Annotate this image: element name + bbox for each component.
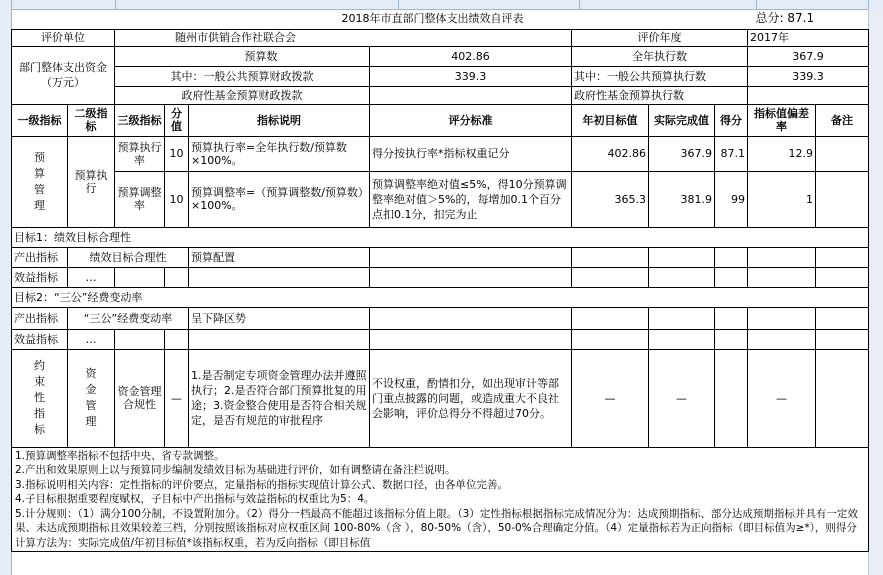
constraint-desc: 1.是否制定专项资金管理办法并遵照执行；2.是否符合部门预算批复的用途；3.资金整合使用是否符合相关规定，是否有规范的审批程序 [189, 349, 370, 447]
cell [748, 329, 816, 349]
ind2-target: 365.3 [572, 171, 649, 227]
exec-label: 全年执行数 [572, 46, 748, 66]
dept-budget-label: 部门整体支出资金（万元） [12, 46, 115, 104]
notes-block [12, 447, 869, 552]
general-budget-label: 其中：一般公共预算财政拨款 [115, 66, 370, 86]
ind2-remark [816, 171, 869, 227]
ind2-deviation: 1 [748, 171, 816, 227]
goal1-output-name: 绩效目标合理性 [68, 247, 189, 267]
column-header[interactable] [399, 0, 580, 9]
vertical-scrollbar[interactable] [868, 9, 883, 575]
ind2-criteria: 预算调整率绝对值≤5%，得10分预算调整率绝对值＞5%的，每增加0.1个百分点扣0.1分，扣完为止 [370, 171, 572, 227]
cell [715, 247, 748, 267]
fund-budget-label: 政府性基金预算财政拨款 [115, 86, 370, 104]
header-level3: 三级指标 [115, 104, 165, 136]
cell [715, 267, 748, 287]
general-exec-label: 其中：一般公共预算执行数 [572, 66, 748, 86]
ind2-desc: 预算调整率=（预算调整数/预算数）×100%。 [189, 171, 370, 227]
constraint-level2 [68, 349, 115, 447]
constraint-level1-text: 约束性指标 [34, 359, 45, 436]
ind1-score: 10 [165, 136, 189, 171]
cell [370, 267, 572, 287]
cell [370, 329, 572, 349]
eval-year-label: 评价年度 [572, 29, 748, 46]
cell [748, 247, 816, 267]
cell [816, 307, 869, 329]
constraint-level2-text: 资金管理 [85, 367, 97, 428]
level2-budget-exec: 预算执行 [68, 136, 115, 227]
cell [572, 267, 649, 287]
fund-exec-value [748, 86, 869, 104]
cell [649, 329, 715, 349]
constraint-criteria: 不设权重，酌情扣分，如出现审计等部门重点披露的问题，或造成重大不良社会影响，评价总得分不得超过70分。 [370, 349, 572, 447]
goal2-title: 目标2：“三公”经费变动率 [12, 287, 869, 307]
level1-budget-mgmt-text: 预算管理 [34, 150, 45, 212]
fund-budget-value [370, 86, 572, 104]
cell [572, 247, 649, 267]
constraint-level3: 资金管理合规性 [115, 349, 165, 447]
cell [816, 267, 869, 287]
cell [370, 247, 572, 267]
budget-label: 预算数 [115, 46, 370, 66]
goal2-benefit-name: … [68, 329, 115, 349]
constraint-level1 [12, 349, 68, 447]
cell [115, 267, 165, 287]
column-header[interactable] [116, 0, 399, 9]
ind1-desc: 预算执行率=全年执行数/预算数×100%。 [189, 136, 370, 171]
goal2-output-desc: 呈下降区势 [189, 307, 370, 329]
total-score: 总分: 87.1 [755, 11, 815, 26]
ind1-target: 402.86 [572, 136, 649, 171]
constraint-score: — [165, 349, 189, 447]
cell [649, 307, 715, 329]
cell [816, 329, 869, 349]
header-desc: 指标说明 [189, 104, 370, 136]
cell [715, 329, 748, 349]
note-line: 3.指标说明相关内容：定性指标的评价要点，定量指标的指标实现值计算公式、数据口径，由各单位完善。 [15, 478, 509, 491]
cell [370, 307, 572, 329]
general-budget-value: 339.3 [370, 66, 572, 86]
goal1-benefit-name: … [68, 267, 115, 287]
cell [649, 247, 715, 267]
ind1-actual: 367.9 [649, 136, 715, 171]
ind1-got: 87.1 [715, 136, 748, 171]
cell [189, 329, 370, 349]
table-title: 2018年市直部门整体支出绩效自评表 [341, 12, 524, 26]
header-criteria: 评分标准 [370, 104, 572, 136]
cell [165, 329, 189, 349]
header-deviation: 指标值偏差率 [748, 104, 816, 136]
budget-value: 402.86 [370, 46, 572, 66]
column-header[interactable] [580, 0, 757, 9]
header-target: 年初目标值 [572, 104, 649, 136]
ind1-deviation: 12.9 [748, 136, 816, 171]
eval-unit-value: 随州市供销合作社联合会 [115, 29, 572, 46]
header-level1: 一级指标 [12, 104, 68, 136]
note-line: 4.子目标根据重要程度赋权，子目标中产出指标与效益指标的权重比为5：4。 [15, 493, 375, 505]
goal2-output-name: “三公”经费变动率 [68, 307, 189, 329]
ind1-criteria: 得分按执行率*指标权重记分 [370, 136, 572, 171]
cell [165, 267, 189, 287]
note-line: 2.产出和效果原则上以与预算同步编制发绩效目标为基础进行评价，如有调整请在备注栏说明。 [15, 464, 456, 476]
column-header[interactable] [757, 0, 869, 9]
goal1-title: 目标1：绩效目标合理性 [12, 227, 869, 247]
note-line: 5.计分规则：（1）满分100分制，不设置附加分。（2）得分一档最高不能超过该指标分值上限。（3）定性指标根据指标完成情况分为：达成预期指标、部分达成预期指标并具有一定效果、未达成预期指标且效果较差三档，分别按照该指标对应权重区间 100-80%（含 ），80-50%（含），50-0%合理确定分值。（4）定量指标若为正向指标（即目标值为≥*），则得分计算方法为：实际完成值/年初目标值*该指标权重，若为反向指标（即目标值 [15, 507, 858, 549]
goal2-output-label: 产出指标 [12, 307, 68, 329]
goal2-benefit-label: 效益指标 [12, 329, 68, 349]
cell [748, 267, 816, 287]
ind1-name: 预算执行率 [115, 136, 165, 171]
header-remark: 备注 [816, 104, 869, 136]
eval-year-value: 2017年 [748, 29, 869, 46]
cell [189, 267, 370, 287]
ind2-name: 预算调整率 [115, 171, 165, 227]
cell [572, 307, 649, 329]
ind2-score: 10 [165, 171, 189, 227]
ind2-got: 99 [715, 171, 748, 227]
fund-exec-label: 政府性基金预算执行数 [572, 86, 748, 104]
general-exec-value: 339.3 [748, 66, 869, 86]
column-header[interactable] [11, 0, 116, 9]
goal1-output-desc: 预算配置 [189, 247, 370, 267]
header-got: 得分 [715, 104, 748, 136]
constraint-remark [816, 349, 869, 447]
cell [649, 267, 715, 287]
constraint-got [715, 349, 748, 447]
constraint-target: — [572, 349, 649, 447]
cell [816, 247, 869, 267]
header-level2: 二级指标 [68, 104, 115, 136]
level1-budget-mgmt [12, 136, 68, 227]
constraint-actual: — [649, 349, 715, 447]
note-line: 1.预算调整率指标不包括中央、省专款调整。 [15, 449, 225, 462]
goal1-output-label: 产出指标 [12, 247, 68, 267]
header-actual: 实际完成值 [649, 104, 715, 136]
cell [748, 307, 816, 329]
constraint-deviation: — [748, 349, 816, 447]
evaluation-sheet [11, 9, 869, 552]
cell [572, 329, 649, 349]
exec-value: 367.9 [748, 46, 869, 66]
cell [115, 329, 165, 349]
eval-unit-label: 评价单位 [12, 29, 115, 46]
ind1-remark [816, 136, 869, 171]
cell [715, 307, 748, 329]
header-score: 分值 [165, 104, 189, 136]
ind2-actual: 381.9 [649, 171, 715, 227]
goal1-benefit-label: 效益指标 [12, 267, 68, 287]
